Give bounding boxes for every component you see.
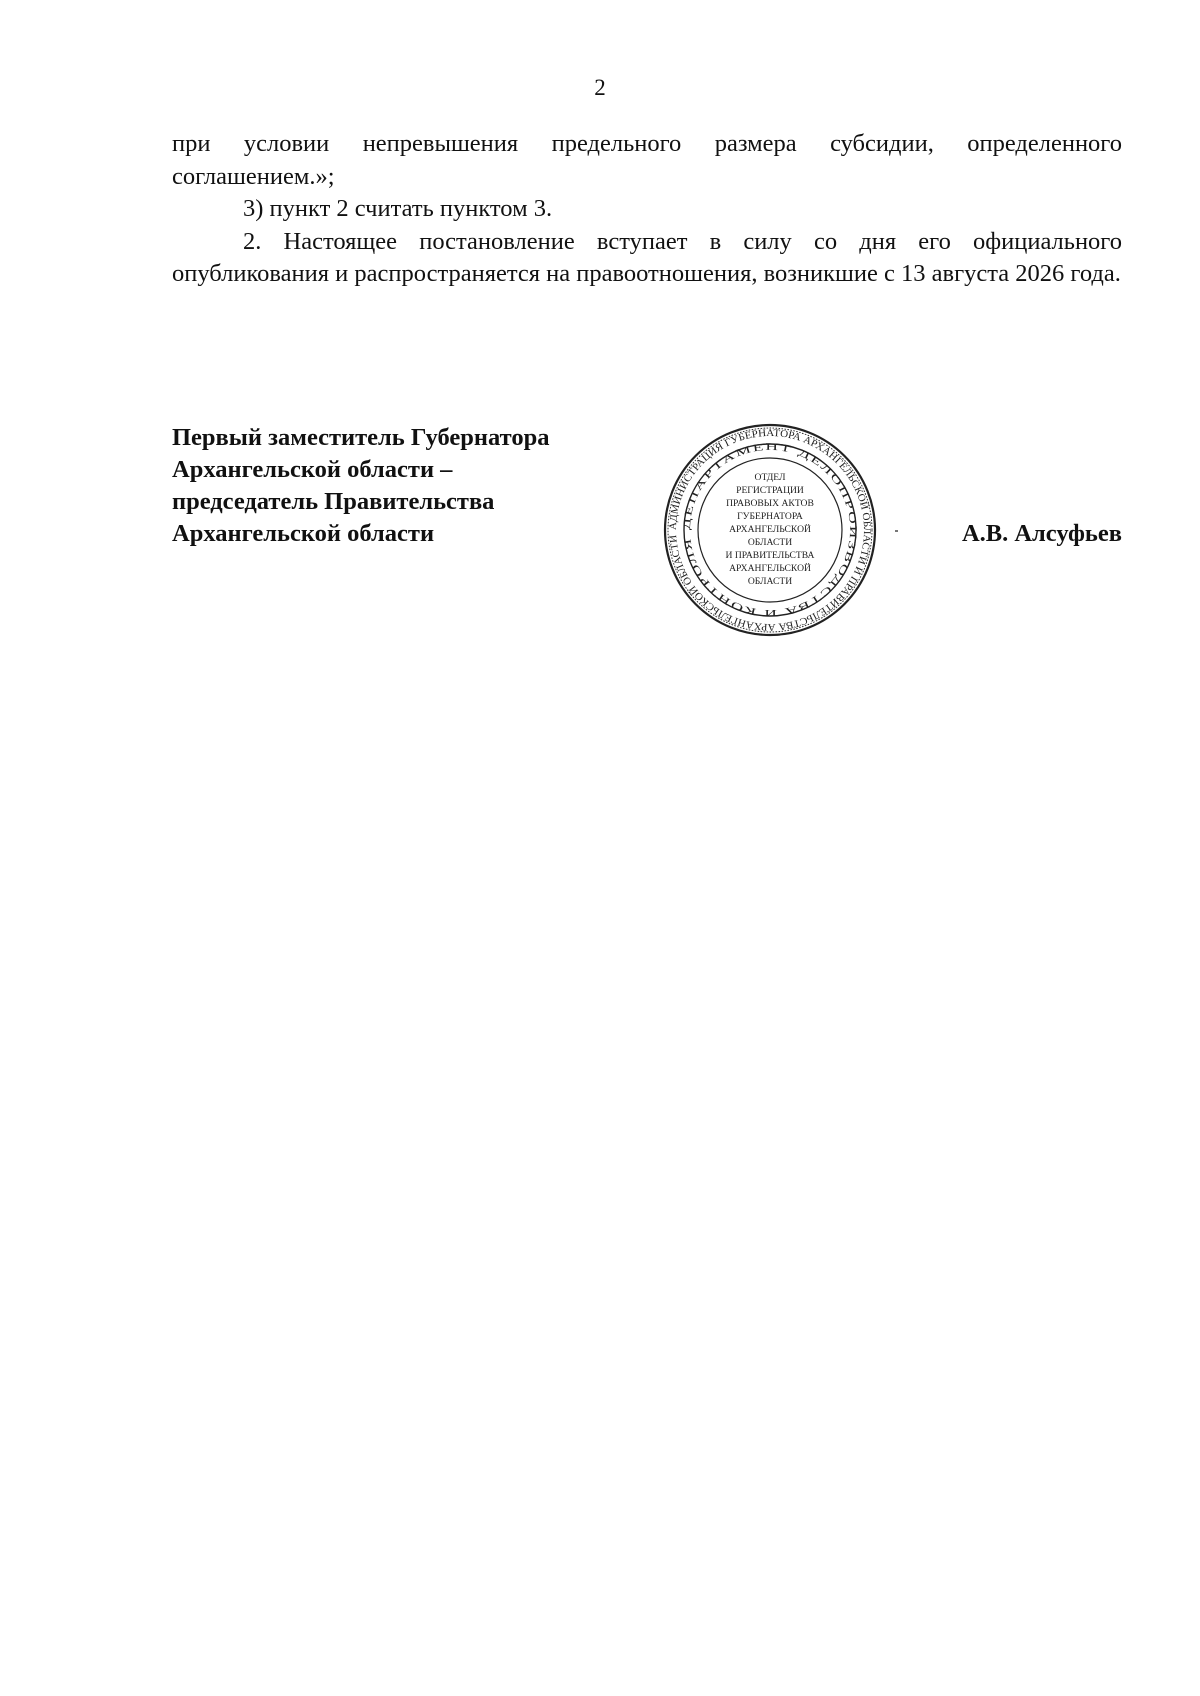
signer-title-line: Первый заместитель Губернатора <box>172 424 550 451</box>
seal-center-line: АРХАНГЕЛЬСКОЙ <box>729 563 811 574</box>
seal-outer-textpath: АДМИНИСТРАЦИЯ ГУБЕРНАТОРА АРХАНГЕЛЬСКОЙ ОБЛАСТИ И ПРАВИТЕЛЬСТВА АРХАНГЕЛЬСКОЙ ОБЛАСТИ <box>667 427 873 633</box>
document-body <box>172 128 1122 291</box>
signer-title-line: председатель Правительства <box>172 488 495 515</box>
scan-speck <box>895 530 898 532</box>
signer-name: А.В. Алсуфьев <box>961 520 1122 547</box>
official-seal <box>662 422 878 638</box>
seal-center-line: ГУБЕРНАТОРА <box>737 511 803 522</box>
seal-center-line: РЕГИСТРАЦИИ <box>736 485 804 496</box>
paragraph-continuation: при условии непревышения предельного размера субсидии, определенного соглашением.»; <box>172 130 1122 190</box>
paragraph-item-2: 2. Настоящее постановление вступает в силу со дня его официального опубликования и распространяется на правоотношения, возникшие с 13 августа 2026 года. <box>172 227 1122 287</box>
signer-title-line: Архангельской области – <box>172 456 453 483</box>
signer-title <box>172 422 642 550</box>
seal-center-line: ОТДЕЛ <box>754 472 786 483</box>
seal-center-line: ПРАВОВЫХ АКТОВ <box>726 498 814 509</box>
seal-ring-textpath: ДЕПАРТАМЕНТ ДЕЛОПРОИЗВОДСТВА И КОНТРОЛЯ <box>681 441 859 619</box>
seal-center-line: ОБЛАСТИ <box>747 537 793 548</box>
seal-center-line: ОБЛАСТИ <box>747 576 793 587</box>
paragraph-item-3: 3) пункт 2 считать пунктом 3. <box>243 195 553 222</box>
seal-center-line: АРХАНГЕЛЬСКОЙ <box>729 524 811 535</box>
signer-title-line: Архангельской области <box>172 520 435 547</box>
seal-center-line: И ПРАВИТЕЛЬСТВА <box>725 550 815 561</box>
official-seal-stamp <box>662 422 878 638</box>
page-number: 2 <box>594 75 606 100</box>
